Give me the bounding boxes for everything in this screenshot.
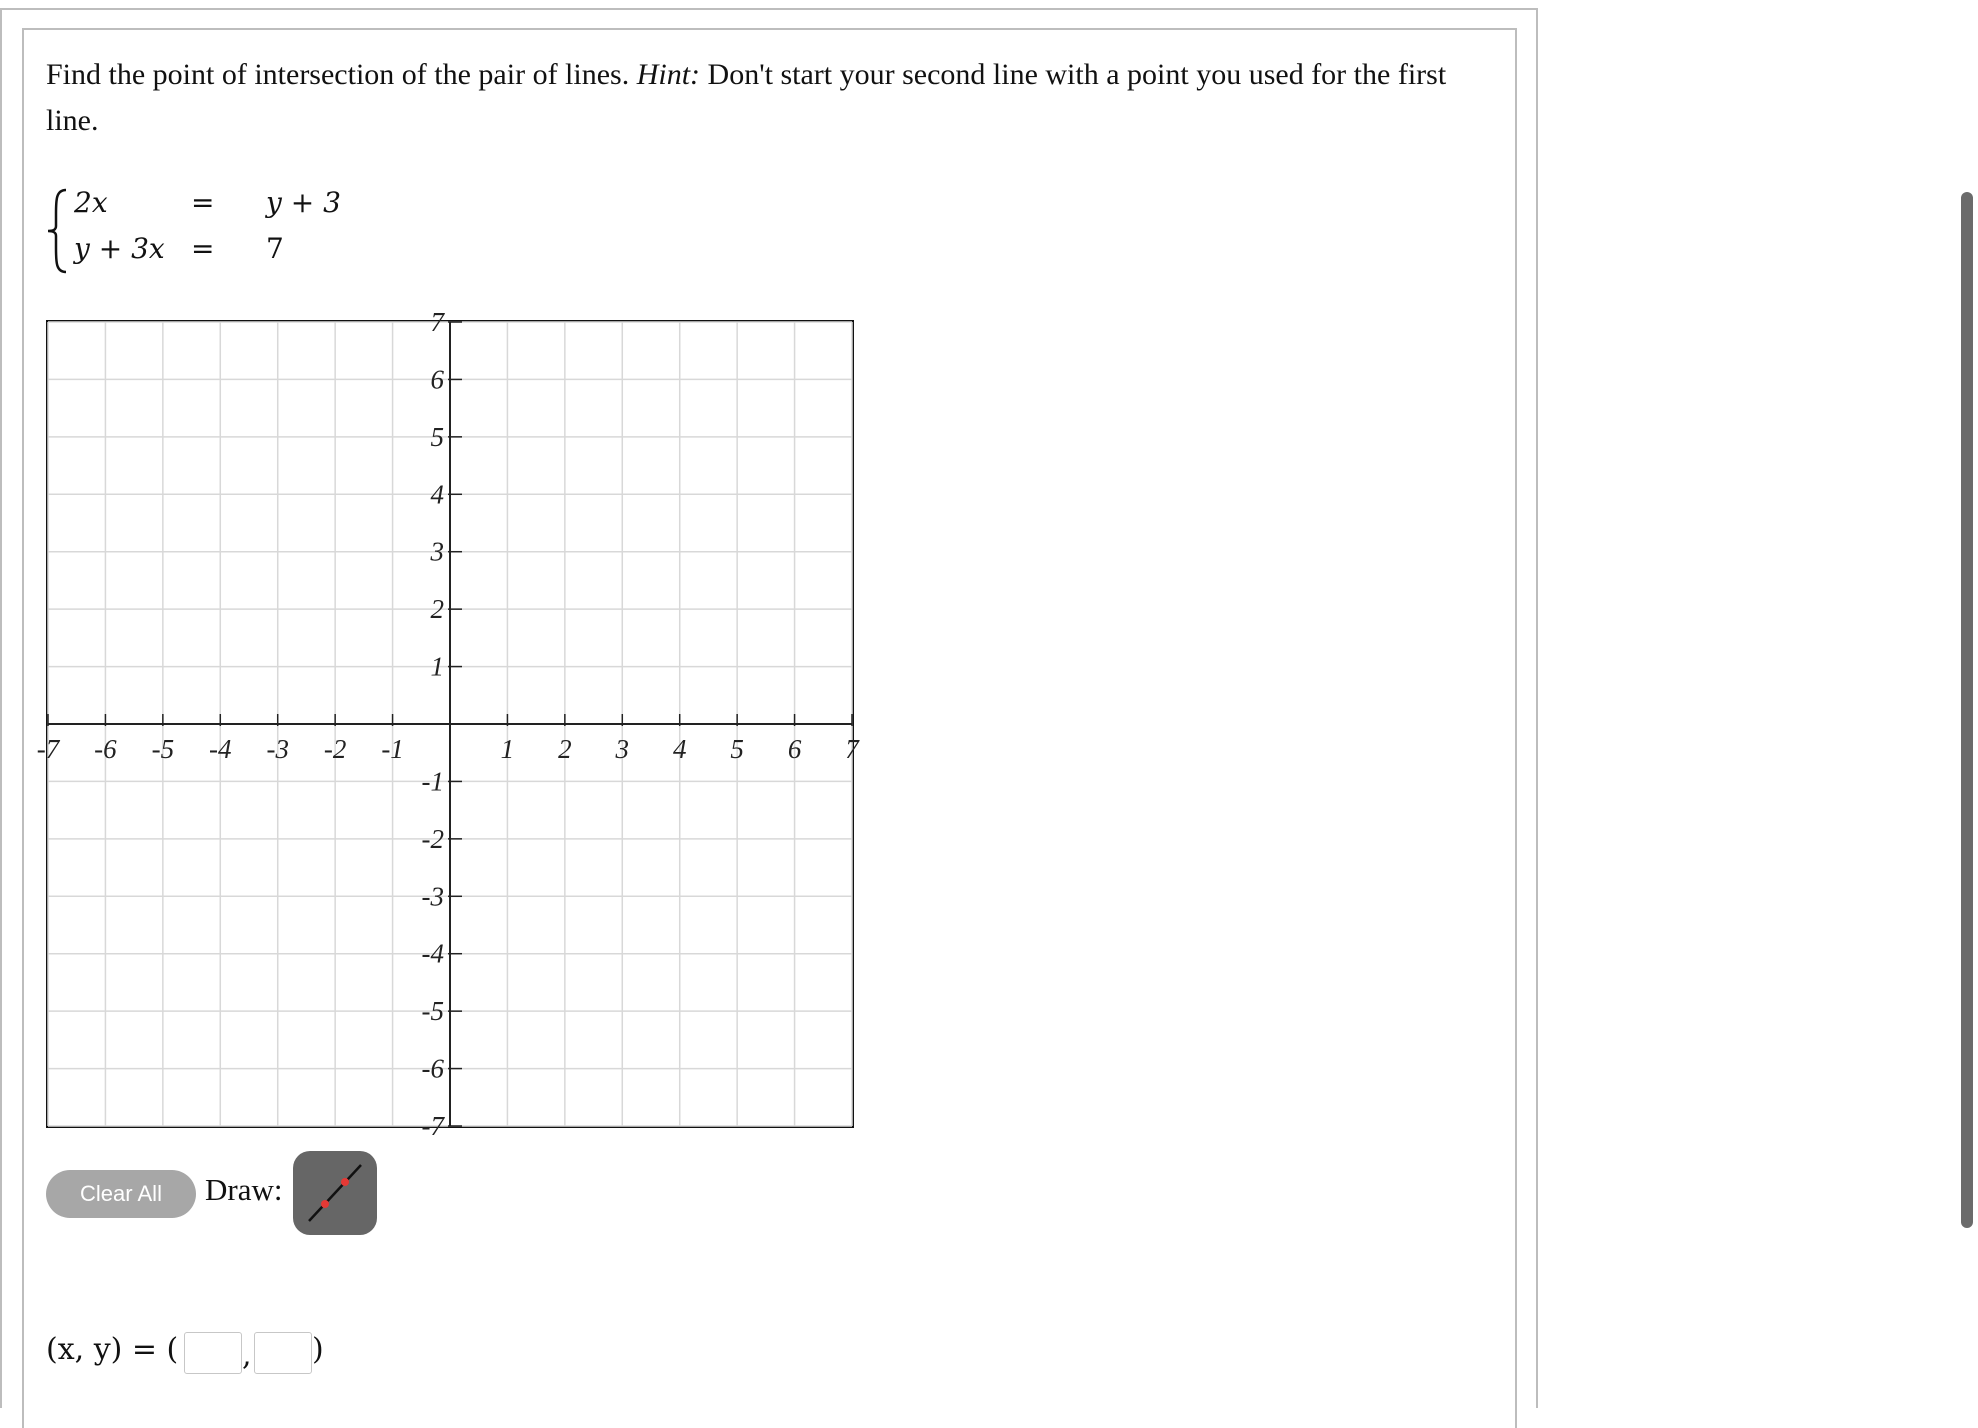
answer-close: ) — [312, 1332, 324, 1367]
x-tick-label: -2 — [323, 734, 347, 764]
row2-left: y + 3x — [74, 232, 165, 265]
clear-all-button[interactable]: Clear All — [46, 1170, 196, 1218]
equation-system — [46, 186, 406, 276]
y-tick-label: 2 — [430, 594, 444, 625]
row2-equals: = — [191, 232, 215, 265]
x-tick-label: -5 — [151, 734, 175, 764]
x-tick-label: 5 — [730, 734, 744, 764]
y-tick-label: -1 — [421, 766, 444, 797]
x-tick-label: 3 — [615, 734, 630, 764]
x-tick-label: 6 — [787, 734, 802, 764]
row1-left: 2x — [74, 186, 108, 219]
brace-icon — [46, 186, 70, 276]
y-tick-label: 7 — [430, 307, 444, 337]
y-tick-label: 5 — [430, 421, 444, 452]
x-tick-label: -6 — [94, 734, 117, 764]
hint-text: Don't start your second line with a point you used for the first line. — [46, 58, 1447, 137]
line-tool-button[interactable] — [293, 1151, 377, 1235]
row2-right: 7 — [266, 232, 284, 265]
draw-label: Draw: — [205, 1172, 283, 1207]
row1-right: y + 3 — [266, 186, 341, 219]
y-tick-label: 1 — [430, 651, 444, 682]
y-tick-label: 4 — [430, 479, 444, 510]
y-tick-label: -3 — [421, 881, 444, 912]
x-tick-label: -4 — [209, 734, 232, 764]
x-tick-label: 7 — [845, 734, 859, 764]
coordinate-grid[interactable] — [36, 307, 859, 1141]
question-main: Find the point of intersection of the pair of lines. — [46, 58, 630, 91]
graph-canvas[interactable] — [36, 307, 859, 1141]
x-tick-label: 4 — [672, 734, 687, 764]
y-tick-label: -7 — [421, 1111, 444, 1141]
line-tool-icon — [293, 1151, 377, 1235]
y-tick-label: -5 — [421, 996, 444, 1027]
x-tick-label: -1 — [381, 734, 404, 764]
x-tick-label: -7 — [36, 734, 60, 764]
y-tick-label: -6 — [421, 1053, 444, 1084]
y-tick-label: 3 — [430, 536, 444, 567]
answer-lhs: (x, y) = ( — [46, 1332, 179, 1367]
scrollbar[interactable] — [1961, 192, 1973, 1228]
question-text — [46, 52, 1496, 144]
y-tick-label: -2 — [421, 823, 444, 854]
answer-comma: , — [242, 1338, 252, 1373]
x-value-input[interactable] — [184, 1332, 242, 1374]
x-tick-label: 1 — [500, 734, 515, 764]
x-tick-label: -3 — [266, 734, 289, 764]
y-value-input[interactable] — [254, 1332, 312, 1374]
y-tick-label: 6 — [430, 364, 444, 395]
row1-equals: = — [191, 186, 215, 219]
y-tick-label: -4 — [421, 938, 444, 969]
hint-label: Hint: — [636, 58, 701, 91]
x-tick-label: 2 — [558, 734, 572, 764]
